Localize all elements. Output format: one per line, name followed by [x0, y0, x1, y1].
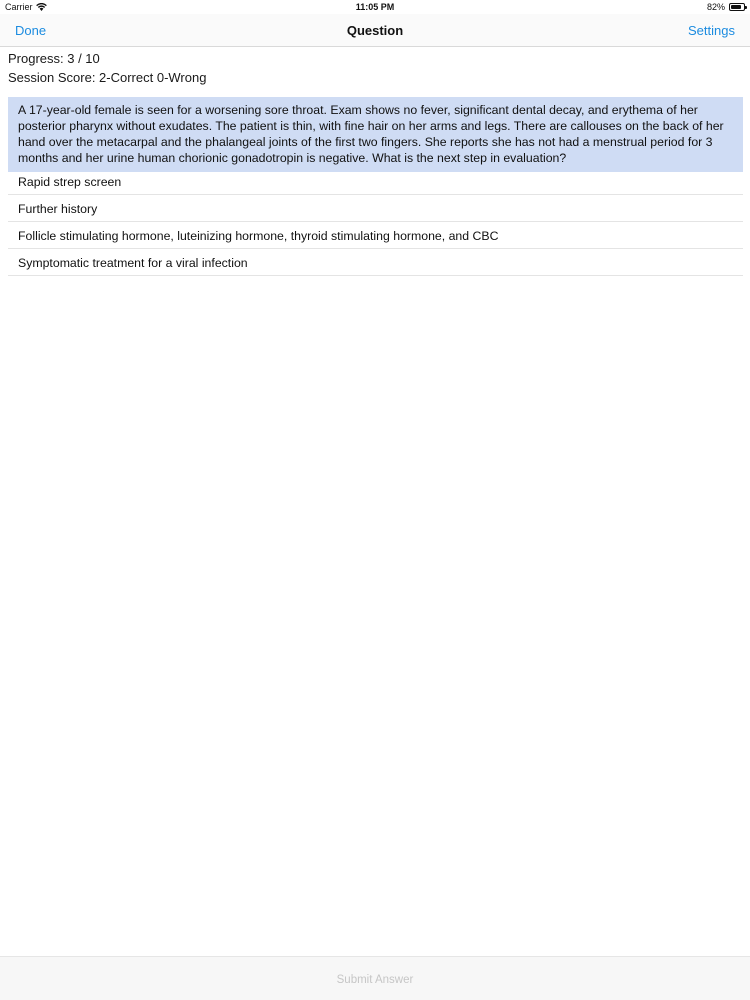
answer-list	[8, 168, 743, 276]
battery-percent: 82%	[706, 2, 725, 12]
answer-option-1[interactable]: Rapid strep screen	[8, 168, 743, 195]
question-text: A 17-year-old female is seen for a worsening sore throat. Exam shows no fever, significant dental decay, and erythema of her posterior pharynx without exudates. The patient is thin, with fine hair on her arms and legs. There are callouses on the back of her hand over the metacarpal and the phalangeal joints of the first two fingers. She reports she has not had a menstrual period for 3 months and her urine human chorionic gonadotropin is negative. What is the next step in evaluation?	[8, 97, 743, 172]
answer-option-4[interactable]: Symptomatic treatment for a viral infection	[8, 249, 743, 276]
page-title: Question	[346, 23, 404, 38]
status-bar	[0, 0, 750, 14]
done-button[interactable]: Done	[15, 23, 47, 38]
status-time: 11:05 PM	[355, 2, 395, 12]
submit-answer-button[interactable]: Submit Answer	[0, 974, 750, 986]
battery-indicator	[707, 2, 745, 12]
submit-toolbar	[0, 956, 750, 1000]
battery-level-fill	[731, 5, 741, 9]
progress-text: Progress: 3 / 10	[8, 51, 100, 66]
answer-option-3[interactable]: Follicle stimulating hormone, luteinizing hormone, thyroid stimulating hormone, and CBC	[8, 222, 743, 249]
settings-button[interactable]: Settings	[688, 23, 735, 38]
navigation-bar	[0, 14, 750, 47]
answer-option-2[interactable]: Further history	[8, 195, 743, 222]
battery-icon	[729, 3, 745, 11]
session-score-text: Session Score: 2-Correct 0-Wrong	[8, 70, 207, 85]
carrier-label: Carrier	[5, 2, 33, 12]
